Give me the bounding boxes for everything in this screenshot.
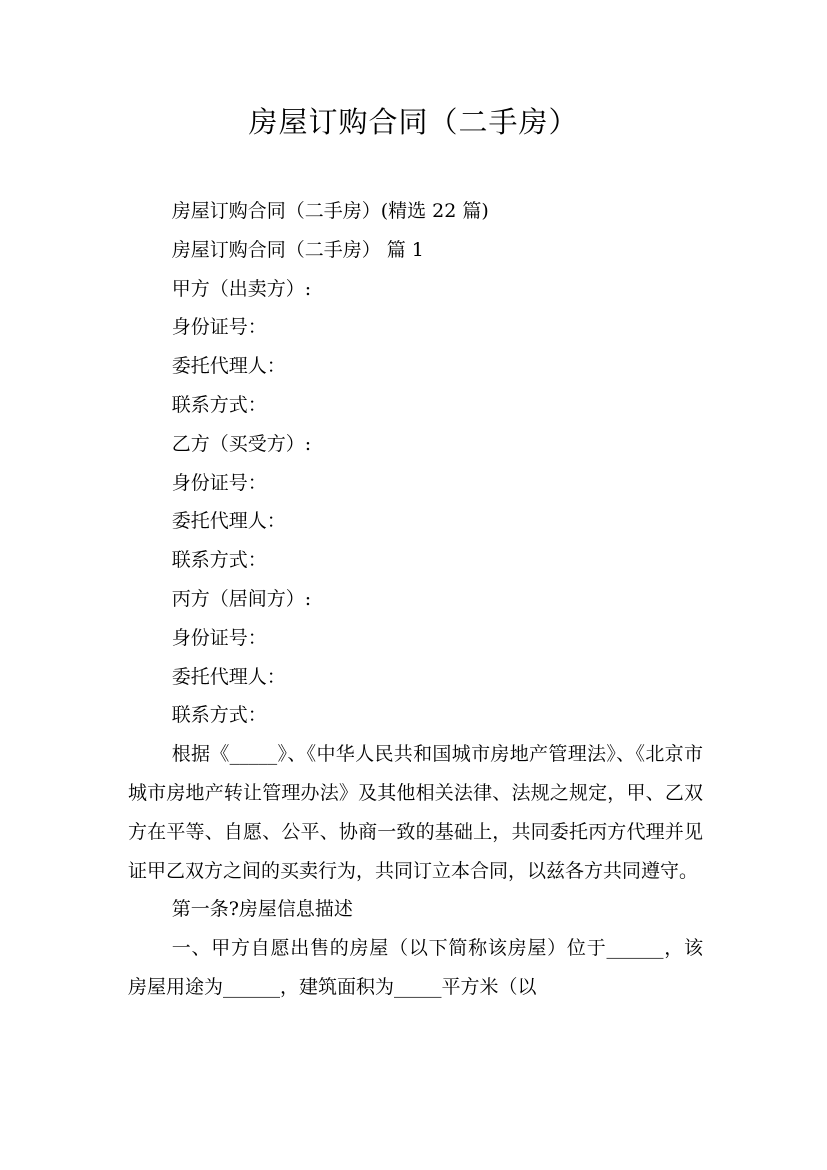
party-a-contact-label: 联系方式： (171, 393, 267, 416)
party-c-agent-label: 委托代理人： (171, 665, 286, 688)
article-1-heading: 第一条?房屋信息描述 (171, 898, 353, 921)
party-c-contact-label: 联系方式： (171, 704, 267, 727)
party-a-agent-label: 委托代理人： (171, 355, 286, 378)
party-c-id-label: 身份证号： (171, 626, 267, 649)
subtitle-line: 房屋订购合同（二手房）(精选 22 篇) (171, 200, 489, 222)
party-b-id-label: 身份证号： (171, 471, 267, 494)
party-b-label: 乙方（买受方）: (171, 432, 312, 455)
party-a-label: 甲方（出卖方）: (171, 277, 312, 300)
basis-paragraph: 根据《_____》、《中华人民共和国城市房地产管理法》、《北京市城市房地产转让管理办法》及其他相关法律、法规之规定，甲、乙双方在平等、自愿、公平、协商一致的基础上，共同委托丙方代理并见证甲乙双方之间的买卖行为，共同订立本合同，以兹各方共同遵守。 (128, 743, 703, 882)
article-1-item-1: 一、甲方自愿出售的房屋（以下简称该房屋）位于______，该房屋用途为______，建筑面积为_____平方米（以 (128, 937, 703, 998)
section-heading: 房屋订购合同（二手房） 篇 1 (171, 238, 424, 261)
party-b-contact-label: 联系方式： (171, 549, 267, 572)
party-b-agent-label: 委托代理人： (171, 510, 286, 533)
document-title: 房屋订购合同（二手房） (248, 105, 579, 139)
party-a-id-label: 身份证号： (171, 316, 267, 339)
document-body (128, 192, 703, 1007)
party-c-label: 丙方（居间方）: (171, 587, 312, 610)
